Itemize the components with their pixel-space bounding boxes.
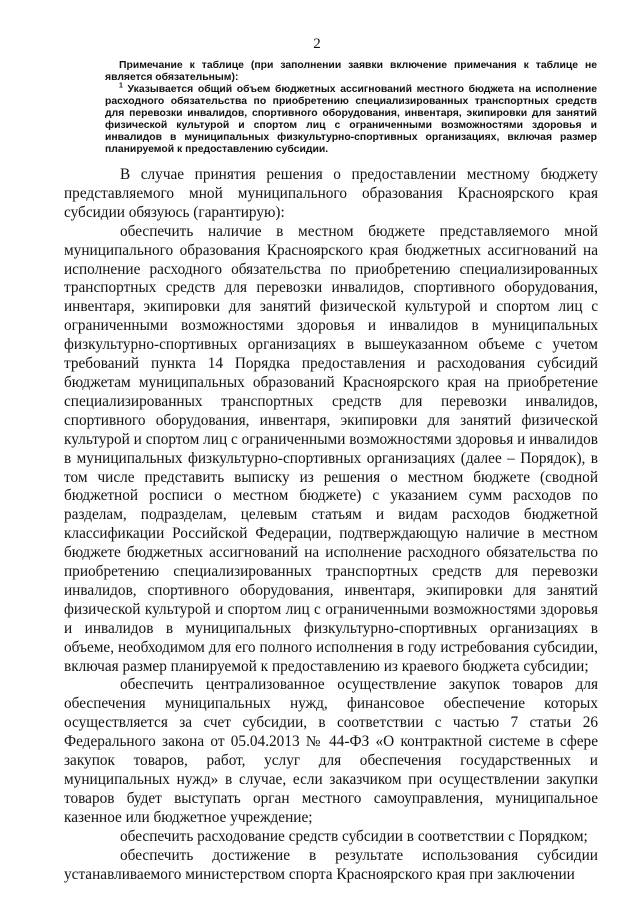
document-body <box>64 166 598 884</box>
table-note <box>105 60 597 156</box>
page-number: 2 <box>313 36 321 52</box>
footnote <box>105 84 597 156</box>
paragraph-obligation-results: обеспечить достижение в результате использования субсидии устанавливаемого министерством спорта Красноярского края при заключении <box>64 846 598 883</box>
footnote-marker: 1 <box>119 82 123 90</box>
note-intro: Примечание к таблице (при заполнении заявки включение примечания к таблице не является обязательным): <box>105 60 597 83</box>
paragraph-obligation-procurement: обеспечить централизованное осуществление закупок товаров для обеспечения муниципальных нужд, финансовое обеспечение которых осуществляется за счет субсидии, в соответствии с частью 7 статьи 26 Федерального закона от 05.04.2013 № 44-ФЗ «О контрактной системе в сфере закупок товаров, работ, услуг для обеспечения государственных и муниципальных нужд» в случае, если заказчиком при осуществлении закупки товаров будет выступать орган местного самоуправления, муниципальное казенное или бюджетное учреждение; <box>64 676 598 826</box>
paragraph-obligation-budget: обеспечить наличие в местном бюджете представляемого мной муниципального образования Красноярского края бюджетных ассигнований на исполнение расходного обязательства по приобретению специализированных транспортных средств для перевозки инвалидов, спортивного оборудования, инвентаря, экипировки для занятий физической культурой и спортом лиц с ограниченными возможностями здоровья и инвалидов в муниципальных физкультурно-спортивных организациях в вышеуказанном объеме с учетом требований пункта 14 Порядка предоставления и расходования субсидий бюджетам муниципальных образований Красноярского края на приобретение специализированных транспортных средств для перевозки инвалидов, спортивного оборудования, инвентаря, экипировки для занятий физической культурой и спортом лиц с ограниченными возможностями здоровья и инвалидов в муниципальных физкультурно-спортивных организациях (далее – Порядок), в том числе представить выписку из решения о местном бюджете (сводной бюджетной росписи о местном бюджете) с указанием сумм расходов по разделам, подразделам, целевым статьям и видам расходов бюджетной классификации Российской Федерации, подтверждающую наличие в местном бюджете бюджетных ассигнований на исполнение расходного обязательства по приобретению специализированных транспортных средств для перевозки инвалидов, спортивного оборудования, инвентаря, экипировки для занятий физической культурой и спортом лиц с ограниченными возможностями здоровья и инвалидов в муниципальных физкультурно-спортивных организациях в объеме, необходимом для его полного исполнения в году истребования субсидии, включая размер планируемой к предоставлению из краевого бюджета субсидии; <box>64 222 598 675</box>
paragraph-intro: В случае принятия решения о предоставлении местному бюджету представляемого мной муниципального образования Красноярского края субсидии обязуюсь (гарантирую): <box>64 166 598 221</box>
footnote-text: Указывается общий объем бюджетных ассигнований местного бюджета на исполнение расходного обязательства по приобретению специализированных транспортных средств для перевозки инвалидов, спортивного оборудования, инвентаря, экипировки для занятий физической культурой и спортом лиц с ограниченными возможностями здоровья и инвалидов в муниципальных физкультурно-спортивных организациях, включая размер планируемой к предоставлению субсидии. <box>105 84 597 155</box>
paragraph-obligation-spending: обеспечить расходование средств субсидии в соответствии с Порядком; <box>120 827 588 845</box>
